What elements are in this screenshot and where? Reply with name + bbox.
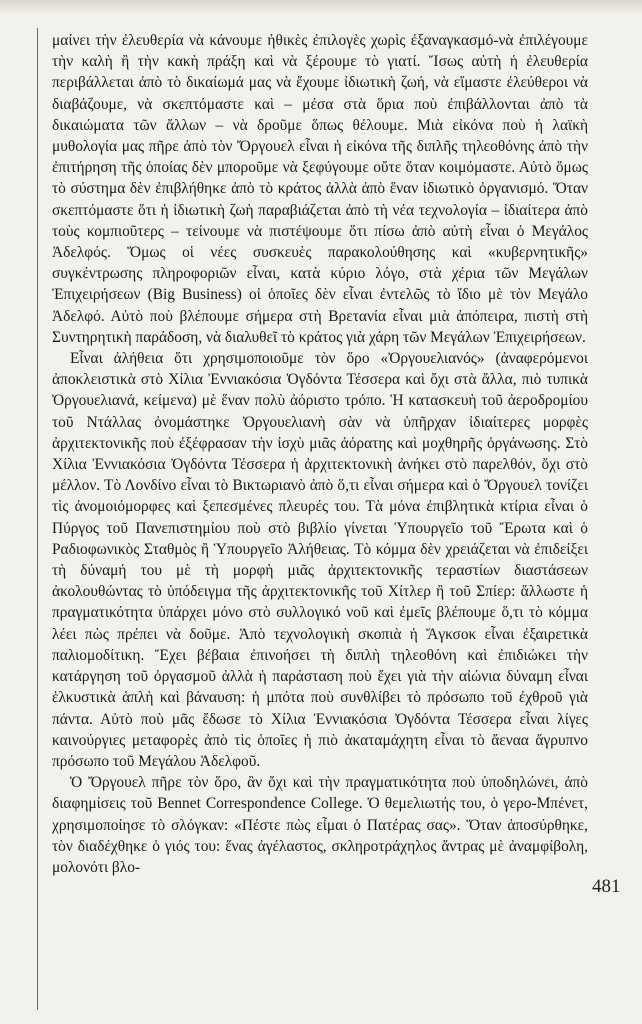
page-number: 481 (592, 876, 621, 897)
paragraph-3: Ὁ Ὄργουελ πῆρε τὸν ὅρο, ἂν ὄχι καὶ τὴν πραγματικότητα ποὺ ὑποδηλώνει, ἀπὸ διαφημίσεις τοῦ Bennet Correspondence College. Ὁ θεμελιωτής του, ὁ γερο-Μπένετ, χρησιμοποίησε τὸ σλόγκαν: «Πέστε πὼς εἶμαι ὁ Πατέρας σας». Ὅταν ἀποσύρθηκε, τὸν διαδέχθηκε ὁ γιός του: ἕνας ἀγέλαστος, σκληροτράχηλος ἄντρας μὲ ἀναμφίβολη, μολονότι βλο- (52, 774, 588, 876)
page-top-shadow (0, 0, 642, 14)
body-text (52, 30, 588, 878)
paragraph-2: Εἶναι ἀλήθεια ὅτι χρησιμοποιοῦμε τὸν ὅρο «Ὀργουελιανός» (ἀναφερόμενοι ἀποκλειστικὰ στὸ Χίλια Ἐννιακόσια Ὀγδόντα Τέσσερα καὶ ὄχι στὰ ἄλλα, πιὸ τυπικὰ Ὀργουελιανά, κείμενα) μὲ ἕναν πολὺ ἀόριστο τρόπο. Ἡ κατασκευὴ τοῦ ἀεροδρομίου τοῦ Ντάλλας ὀνομάστηκε Ὀργουελιανὴ σὰν νὰ ὑπῆρχαν ἰδιαίτερες μορφὲς ἀρχιτεκτονικῆς ποὺ ἐξέφρασαν τὴν ἰσχὺ μιᾶς ἀόρατης καὶ μοχθηρῆς ὀργάνωσης. Στὸ Χίλια Ἐννιακόσια Ὀγδόντα Τέσσερα ἡ ἀρχιτεκτονικὴ ἀνήκει στὸ παρελθόν, ὄχι στὸ μέλλον. Τὸ Λονδίνο εἶναι τὸ Βικτωριανὸ ἀπὸ ὅ,τι εἶναι σήμερα καὶ ὁ Ὄργουελ τονίζει τὶς ἀνομοιόμορφες καὶ ξεπεσμένες πλευρές του. Τὰ μόνα ἐπιβλητικὰ κτίρια εἶναι ὁ Πύργος τοῦ Πανεπιστημίου ποὺ στὸ βιβλίο γίνεται Ὑπουργεῖο τοῦ Ἔρωτα καὶ ὁ Ραδιοφωνικὸς Σταθμὸς ἢ Ὑπουργεῖο Ἀλήθειας. Τὸ κόμμα δὲν χρειάζεται νὰ ἐπιδείξει τὴ δύναμή του μὲ τὴ μορφὴ μιᾶς ἀρχιτεκτονικῆς τεραστίων διαστάσεων ἀκολουθώντας τὸ ὑπόδειγμα τῆς ἀρχιτεκτονικῆς τοῦ Χίτλερ ἢ τοῦ Σπίερ: ἄλλωστε ἡ πραγματικότητα ὑπάρχει μόνο στὸ συλλογικό νοῦ καὶ ἐμεῖς βλέπουμε ὅ,τι τὸ κόμμα λέει πὼς πρέπει νὰ δοῦμε. Ἀπὸ τεχνολογικὴ σκοπιὰ ἡ Ἄγκσοκ εἶναι ἐξαιρετικὰ παλιομοδίτικη. Ἔχει βέβαια ἐπινοήσει τὴ διπλὴ τηλεοθόνη καὶ ἐπιδιώκει τὴν κατάργηση τοῦ ὀργασμοῦ ἀλλὰ ἡ παράσταση ποὺ ἔχει γιὰ τὴν αἰώνια δύναμη εἶναι ἑλκυστικὰ ἁπλὴ καὶ βάναυση: ἡ μπότα ποὺ συνθλίβει τὸ πρόσωπο τοῦ ἐχθροῦ γιὰ πάντα. Αὐτὸ ποὺ μᾶς ἔδωσε τὸ Χίλια Ἐννιακόσια Ὀγδόντα Τέσσερα εἶναι λίγες καινούργιες μεταφορὲς ἀπὸ τὶς ὁποῖες ἡ πιὸ ἀκαταμάχητη εἶναι τὸ ἄεναα ἄγρυπνο πρόσωπο τοῦ Μεγάλου Ἀδελφοῦ. (52, 350, 588, 770)
paragraph-1: μαίνει τὴν ἐλευθερία νὰ κάνουμε ἠθικὲς ἐπιλογὲς χωρὶς ἐξαναγκασμό-νὰ ἐπιλέγουμε τὴν καλὴ ἢ τὴν κακὴ πράξη καὶ νὰ ξέρουμε τὸ γιατί. Ἴσως αὐτὴ ἡ ἐλευθερία περιβάλλεται ἀπὸ τὸ δικαίωμά μας νὰ ἔχουμε ἰδιωτικὴ ζωή, νὰ εἴμαστε ἐλεύθεροι νὰ διαβάζουμε, νὰ σκεπτόμαστε καὶ – μέσα στὰ ὅρια ποὺ ἐπιβάλλονται ἀπὸ τὰ δικαιώματα τῶν ἄλλων – νὰ δροῦμε ὅπως θέλουμε. Μιὰ εἰκόνα ποὺ ἡ λαϊκὴ μυθολογία μας πῆρε ἀπὸ τὸν Ὄργουελ εἶναι ἡ εἰκόνα τῆς διπλῆς τηλεοθόνης ἀπὸ τὴν ἐπιτήρηση τῆς ὁποίας δὲν μποροῦμε νὰ ξεφύγουμε οὔτε ὅταν κοιμόμαστε. Αὐτὸ ὅμως τὸ σύστημα δὲν ἐπιβλήθηκε ἀπὸ τὸ κράτος ἀλλὰ ἀπὸ ἕναν ἰδιωτικὸ ὀργανισμό. Ὅταν σκεπτόμαστε ὅτι ἡ ἰδιωτικὴ ζωὴ παραβιάζεται ἀπὸ τὴ νέα τεχνολογία – ἰδιαίτερα ἀπὸ τοὺς κομπιοῦτερς – τείνουμε νὰ πιστέψουμε ὅτι πίσω ἀπὸ αὐτὴ εἶναι ὁ Μεγάλος Ἀδελφός. Ὅμως οἱ νέες συσκευὲς παρακολούθησης καὶ «κυβερνητικῆς» συγκέντρωσης πληροφοριῶν εἶναι, κατὰ κύριο λόγο, στὰ χέρια τῶν Μεγάλων Ἐπιχειρήσεων (Big Business) οἱ ὁποῖες δὲν εἶναι ἐντελῶς τὸ ἴδιο μὲ τὸν Μεγάλο Ἀδελφό. Αὐτὸ ποὺ βλέπουμε σήμερα στὴ Βρετανία εἶναι μιὰ ἀπόπειρα, πιστὴ στὴ Συντηρητικὴ παράδοση, νὰ διαλυθεῖ τὸ κράτος γιὰ χάρη τῶν Μεγάλων Ἐπιχειρήσεων. (52, 32, 588, 346)
left-margin-rule (37, 28, 38, 1010)
